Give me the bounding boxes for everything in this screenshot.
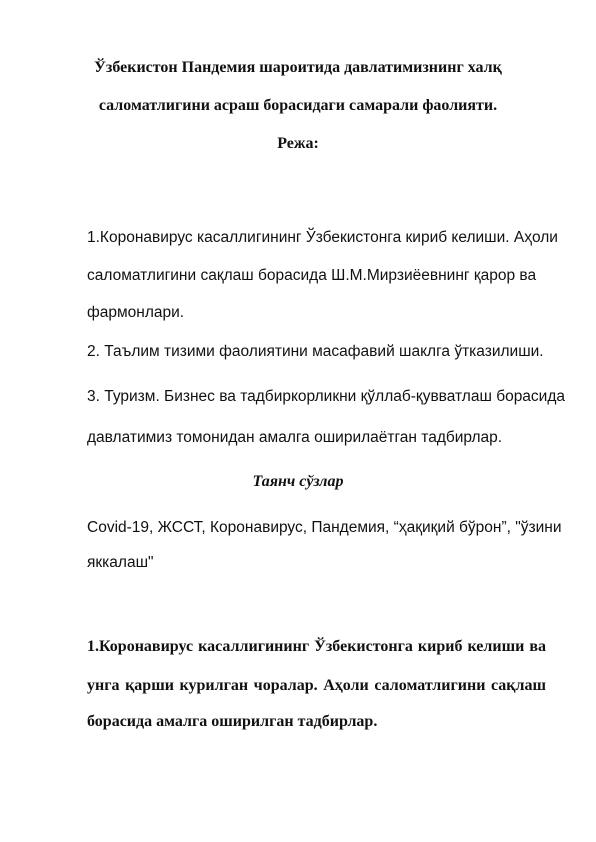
section-1-heading-line-2: унга қарши курилган чоралар. Аҳоли саломатлигини сақлаш bbox=[87, 677, 546, 694]
plan-item-1-line-3: фармонлари. bbox=[87, 304, 185, 321]
plan-item-3-line-1: 3. Туризм. Бизнес ва тадбиркорликни қўллаб-қувватлаш борасида bbox=[87, 388, 566, 405]
keywords-heading: Таянч сўзлар bbox=[252, 473, 344, 490]
plan-heading: Режа: bbox=[277, 135, 319, 152]
plan-item-2: 2. Таълим тизими фаолиятини масафавий шаклга ўтказилиши. bbox=[87, 343, 544, 360]
keywords-line-1: Covid-19, ЖССТ, Коронавирус, Пандемия, “ҳақиқий бўрон”, "ўзини bbox=[87, 519, 562, 536]
section-1-heading-line-3: борасида амалга оширилган тадбирлар. bbox=[87, 713, 378, 730]
document-title-line-2: саломатлигини асраш борасидаги самарали фаолияти. bbox=[98, 97, 498, 114]
plan-item-3-line-2: давлатимиз томонидан амалга оширилаётган тадбирлар. bbox=[87, 429, 503, 446]
plan-item-1-line-1: 1.Коронавирус касаллигининг Ўзбекистонга кириб келиши. Аҳоли bbox=[87, 229, 558, 246]
plan-item-1-line-2: саломатлигини сақлаш борасида Ш.М.Мирзиёевнинг қарор ва bbox=[87, 267, 537, 284]
keywords-line-2: яккалаш" bbox=[87, 554, 154, 571]
section-1-heading-line-1: 1.Коронавирус касаллигининг Ўзбекистонга кириб келиши ва bbox=[87, 638, 546, 655]
document-title-line-1: Ўзбекистон Пандемия шароитида давлатимизнинг халқ bbox=[94, 59, 502, 76]
